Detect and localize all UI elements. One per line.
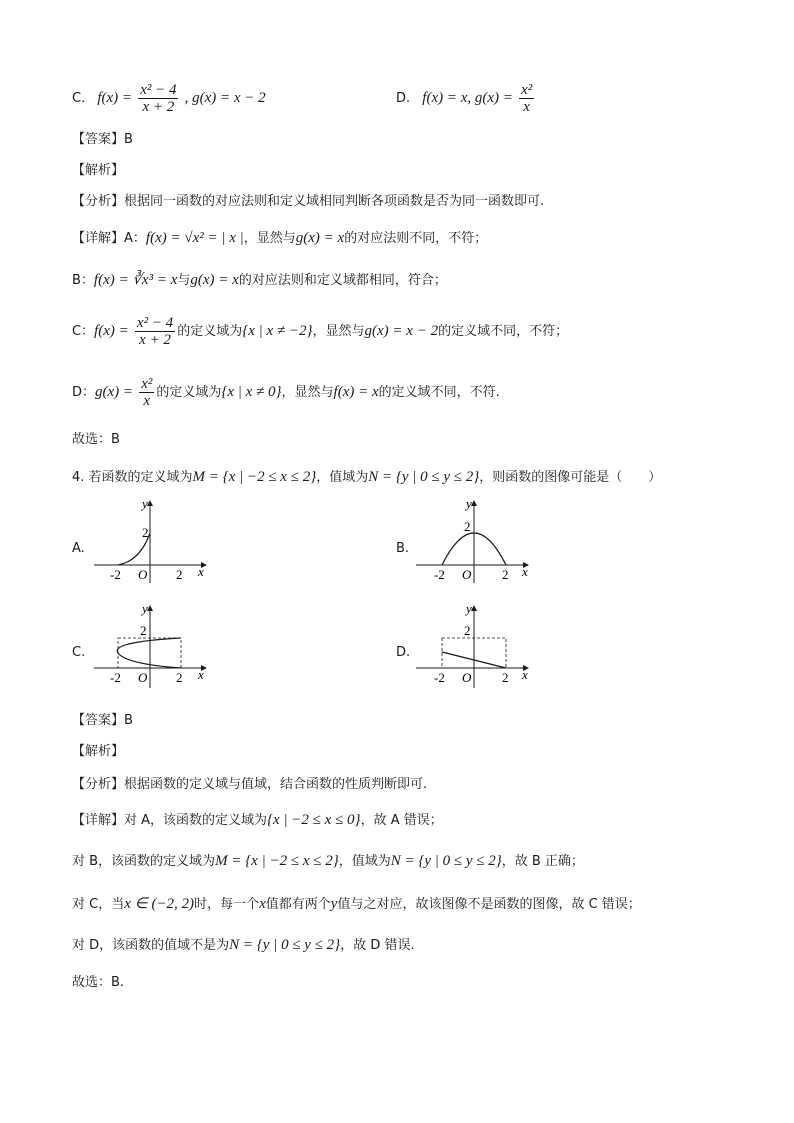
detail-c-denominator: x + 2 bbox=[139, 332, 171, 348]
option-c-numerator: x² − 4 bbox=[140, 82, 177, 98]
option-c-fraction bbox=[138, 82, 178, 115]
detail-d-f: f(x) = x bbox=[333, 384, 379, 400]
q4-detail-b-1: 对 B，该函数的定义域为 bbox=[72, 854, 216, 869]
tick-y-2: 2 bbox=[140, 623, 147, 638]
detail-c-numerator: x² − 4 bbox=[136, 315, 174, 331]
graph-b-label: B. bbox=[396, 541, 410, 556]
q4-detail-b-m: M = {x | −2 ≤ x ≤ 2} bbox=[215, 853, 339, 869]
q4-detail-a-set: {x | −2 ≤ x ≤ 0} bbox=[267, 812, 361, 828]
tick-x-2: 2 bbox=[502, 567, 509, 582]
graph-c-label: C. bbox=[72, 645, 86, 660]
detail-d-text1: 的定义域为 bbox=[156, 385, 222, 400]
q4-stem-n: N = {y | 0 ≤ y ≤ 2} bbox=[368, 469, 480, 485]
option-d-f: f(x) = x, g(x) = bbox=[422, 90, 513, 106]
detail-d-text2: ，显然与 bbox=[281, 385, 334, 400]
detail-a-text2: 的对应法则不同，不符； bbox=[344, 231, 488, 246]
q4-answer: 【答案】B bbox=[72, 713, 133, 728]
detail-c-set: {x | x ≠ −2} bbox=[242, 323, 313, 339]
q4-detail-a bbox=[72, 811, 443, 830]
q4-detail-a-1: 【详解】对 A，该函数的定义域为 bbox=[72, 813, 268, 828]
q4-detail-b bbox=[72, 852, 584, 871]
q4-detail-d-2: ，故 D 错误. bbox=[340, 938, 415, 953]
detail-d-prefix: D： bbox=[72, 385, 96, 400]
q4-detail-c-x: x bbox=[259, 896, 266, 912]
graph-b bbox=[412, 495, 542, 585]
detail-d-set: {x | x ≠ 0} bbox=[221, 384, 282, 400]
origin-label: O bbox=[138, 670, 148, 685]
tick-y-2: 2 bbox=[142, 525, 149, 540]
tick-y-2: 2 bbox=[464, 519, 471, 534]
q4-detail-c-1: 对 C，当 bbox=[72, 897, 125, 912]
q4-stem bbox=[72, 468, 661, 487]
detail-c-text2: ，显然与 bbox=[312, 324, 365, 339]
q4-detail-c-3: 值都有两个 bbox=[265, 897, 331, 912]
x-axis-label: x bbox=[198, 564, 204, 579]
detail-c-g: g(x) = x − 2 bbox=[364, 323, 439, 339]
tick-x-2: 2 bbox=[176, 567, 183, 582]
q3-detail-b bbox=[72, 271, 447, 290]
tick-x-2: 2 bbox=[176, 670, 183, 685]
q4-stem-1: 4. 若函数的定义域为 bbox=[72, 470, 193, 485]
q4-detail-d-1: 对 D，该函数的值域不是为 bbox=[72, 938, 230, 953]
detail-d-text3: 的定义域不同，不符. bbox=[378, 385, 500, 400]
origin-label: O bbox=[138, 567, 148, 582]
detail-c-text3: 的定义域不同，不符； bbox=[438, 324, 569, 339]
x-axis-label: x bbox=[522, 564, 528, 579]
q4-detail-c-2: 时，每一个 bbox=[194, 897, 260, 912]
x-axis-label: x bbox=[522, 667, 528, 682]
q4-detail-b-2: ，值域为 bbox=[338, 854, 391, 869]
q4-detail-c-4: 值与之对应，故该图像不是函数的图像，故 C 错误； bbox=[337, 897, 641, 912]
q3-detail-d bbox=[72, 376, 500, 409]
detail-b-text2: 的对应法则和定义域都相同，符合； bbox=[238, 273, 447, 288]
detail-c-text1: 的定义域为 bbox=[177, 324, 243, 339]
q4-choose: 故选：B. bbox=[72, 975, 125, 990]
q4-detail-d bbox=[72, 936, 415, 955]
graph-d-label: D. bbox=[396, 645, 411, 660]
option-d-denominator: x bbox=[523, 99, 530, 115]
detail-a-math: f(x) = √x² = | x | bbox=[145, 230, 244, 246]
q4-detail-c bbox=[72, 895, 641, 914]
q3-option-c bbox=[72, 82, 266, 115]
q4-detail-c-int: x ∈ (−2, 2) bbox=[124, 896, 195, 912]
option-c-f-lhs: f(x) = bbox=[97, 90, 133, 106]
q3-detail-a bbox=[72, 229, 487, 248]
curve-c bbox=[117, 638, 181, 668]
option-c-denominator: x + 2 bbox=[142, 99, 175, 115]
detail-a-prefix: 【详解】A： bbox=[72, 231, 146, 246]
detail-c-lhs: f(x) = bbox=[94, 323, 129, 339]
detail-d-lhs: g(x) = bbox=[95, 384, 134, 400]
tick-x-neg2: -2 bbox=[110, 670, 121, 685]
q3-choose: 故选：B bbox=[72, 432, 120, 447]
detail-b-math: f(x) = ∛x³ = x bbox=[93, 272, 178, 288]
q4-analysis: 【分析】根据函数的定义域与值域，结合函数的性质判断即可. bbox=[72, 777, 428, 792]
detail-a-text1: ，显然与 bbox=[243, 231, 296, 246]
detail-d-numerator: x² bbox=[141, 376, 153, 392]
q4-analysis-title: 【解析】 bbox=[72, 744, 125, 759]
detail-b-prefix: B： bbox=[72, 273, 94, 288]
y-axis-label: y bbox=[466, 601, 472, 616]
q4-stem-m: M = {x | −2 ≤ x ≤ 2} bbox=[192, 469, 317, 485]
q3-detail-c bbox=[72, 315, 568, 348]
q4-detail-b-n: N = {y | 0 ≤ y ≤ 2} bbox=[390, 853, 502, 869]
q3-analysis: 【分析】根据同一函数的对应法则和定义域相同判断各项函数是否为同一函数即可. bbox=[72, 194, 545, 209]
detail-b-text1: 与 bbox=[177, 273, 191, 288]
option-d-fraction bbox=[519, 82, 534, 115]
option-c-g: , g(x) = x − 2 bbox=[184, 90, 266, 106]
option-c-label: C. bbox=[72, 91, 86, 106]
graph-a bbox=[90, 495, 220, 585]
q4-stem-2: ，值域为 bbox=[316, 470, 369, 485]
tick-x-neg2: -2 bbox=[434, 567, 445, 582]
q4-detail-b-3: ，故 B 正确； bbox=[501, 854, 584, 869]
y-axis-label: y bbox=[142, 601, 148, 616]
q3-answer: 【答案】B bbox=[72, 132, 133, 147]
tick-y-2: 2 bbox=[464, 623, 471, 638]
y-axis-label: y bbox=[142, 496, 148, 511]
detail-d-fraction bbox=[139, 376, 154, 409]
q4-detail-c-y: y bbox=[330, 896, 338, 912]
q4-detail-d-n: N = {y | 0 ≤ y ≤ 2} bbox=[229, 937, 341, 953]
detail-c-fraction bbox=[135, 315, 175, 348]
detail-d-denominator: x bbox=[143, 393, 151, 409]
q4-stem-3: ，则函数的图像可能是（ ） bbox=[479, 470, 662, 485]
q3-analysis-title: 【解析】 bbox=[72, 163, 125, 178]
tick-x-neg2: -2 bbox=[110, 567, 121, 582]
tick-x-neg2: -2 bbox=[434, 670, 445, 685]
tick-x-2: 2 bbox=[502, 670, 509, 685]
origin-label: O bbox=[462, 670, 472, 685]
detail-a-g: g(x) = x bbox=[295, 230, 345, 246]
q3-option-d bbox=[396, 82, 536, 115]
graph-c bbox=[90, 600, 220, 690]
option-d-label: D. bbox=[396, 91, 411, 106]
origin-label: O bbox=[462, 567, 472, 582]
graph-d bbox=[412, 600, 542, 690]
option-d-numerator: x² bbox=[521, 82, 533, 98]
detail-b-g: g(x) = x bbox=[190, 272, 239, 288]
graph-a-label: A. bbox=[72, 541, 85, 556]
y-axis-label: y bbox=[466, 496, 472, 511]
detail-c-prefix: C： bbox=[72, 324, 95, 339]
q4-detail-a-2: ，故 A 错误； bbox=[360, 813, 443, 828]
x-axis-label: x bbox=[198, 667, 204, 682]
